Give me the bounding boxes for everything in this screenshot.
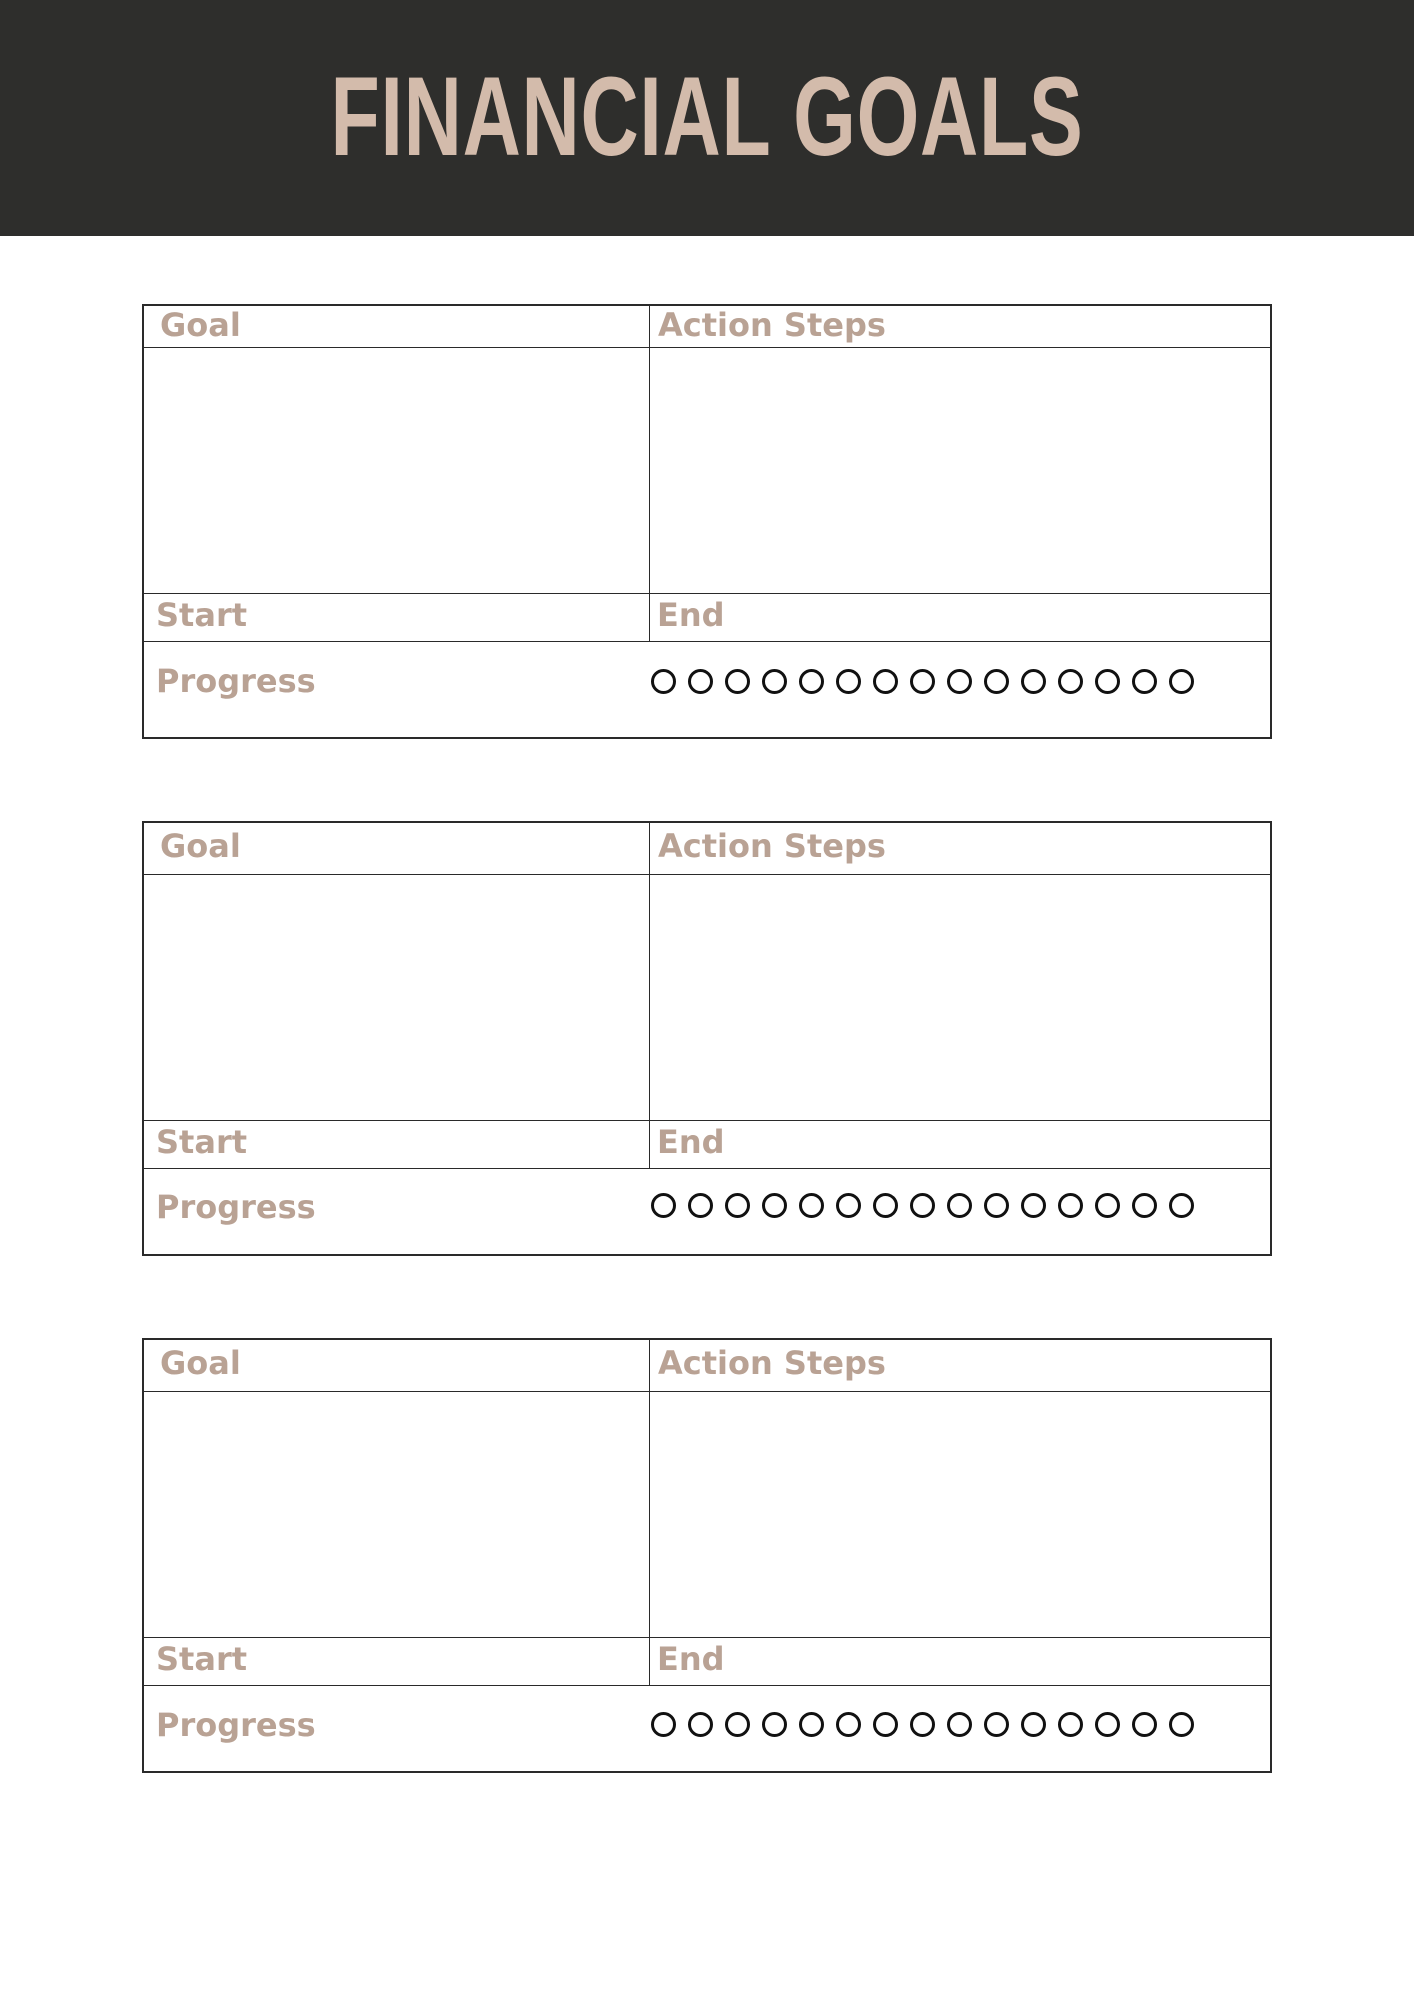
progress-circle[interactable] <box>1169 1712 1194 1737</box>
end-label: End <box>657 1640 725 1678</box>
progress-circle[interactable] <box>1132 669 1157 694</box>
progress-tracker <box>651 1193 1194 1218</box>
progress-circle[interactable] <box>836 669 861 694</box>
progress-circle[interactable] <box>947 1712 972 1737</box>
progress-circle[interactable] <box>688 1193 713 1218</box>
divider <box>144 1120 1270 1121</box>
progress-circle[interactable] <box>1021 669 1046 694</box>
header-banner <box>0 0 1414 236</box>
progress-tracker <box>651 1712 1194 1737</box>
action-steps-input[interactable] <box>651 349 1270 593</box>
progress-circle[interactable] <box>873 1712 898 1737</box>
divider <box>649 306 650 641</box>
progress-circle[interactable] <box>984 1193 1009 1218</box>
progress-circle[interactable] <box>1169 1193 1194 1218</box>
divider <box>144 874 1270 875</box>
progress-circle[interactable] <box>873 1193 898 1218</box>
progress-circle[interactable] <box>1021 1193 1046 1218</box>
progress-circle[interactable] <box>873 669 898 694</box>
progress-circle[interactable] <box>947 1193 972 1218</box>
progress-circle[interactable] <box>910 669 935 694</box>
progress-label: Progress <box>156 1188 316 1226</box>
progress-circle[interactable] <box>799 1193 824 1218</box>
action-steps-input[interactable] <box>651 1393 1270 1637</box>
progress-circle[interactable] <box>1058 669 1083 694</box>
goal-label: Goal <box>160 1344 241 1382</box>
action-steps-input[interactable] <box>651 876 1270 1120</box>
progress-label: Progress <box>156 1706 316 1744</box>
progress-circle[interactable] <box>1132 1712 1157 1737</box>
progress-circle[interactable] <box>725 1193 750 1218</box>
goal-card <box>142 304 1272 739</box>
start-label: Start <box>156 596 248 634</box>
divider <box>144 1391 1270 1392</box>
progress-circle[interactable] <box>762 1193 787 1218</box>
progress-circle[interactable] <box>1095 1193 1120 1218</box>
progress-circle[interactable] <box>651 669 676 694</box>
end-label: End <box>657 596 725 634</box>
progress-circle[interactable] <box>984 669 1009 694</box>
divider <box>144 1685 1270 1686</box>
action-steps-label: Action Steps <box>658 1344 886 1382</box>
progress-circle[interactable] <box>762 1712 787 1737</box>
goal-input[interactable] <box>144 349 649 593</box>
progress-circle[interactable] <box>799 669 824 694</box>
divider <box>144 641 1270 642</box>
page-title: FINANCIAL GOALS <box>330 54 1084 179</box>
progress-circle[interactable] <box>1169 669 1194 694</box>
progress-circle[interactable] <box>1132 1193 1157 1218</box>
progress-circle[interactable] <box>799 1712 824 1737</box>
action-steps-label: Action Steps <box>658 306 886 344</box>
progress-circle[interactable] <box>1058 1712 1083 1737</box>
progress-circle[interactable] <box>910 1193 935 1218</box>
progress-circle[interactable] <box>910 1712 935 1737</box>
end-label: End <box>657 1123 725 1161</box>
start-label: Start <box>156 1640 248 1678</box>
progress-circle[interactable] <box>688 1712 713 1737</box>
progress-circle[interactable] <box>984 1712 1009 1737</box>
progress-circle[interactable] <box>725 669 750 694</box>
divider <box>144 593 1270 594</box>
progress-circle[interactable] <box>762 669 787 694</box>
goal-input[interactable] <box>144 1393 649 1637</box>
goal-card <box>142 821 1272 1256</box>
progress-circle[interactable] <box>651 1193 676 1218</box>
divider <box>144 347 1270 348</box>
action-steps-label: Action Steps <box>658 827 886 865</box>
divider <box>144 1637 1270 1638</box>
divider <box>649 823 650 1168</box>
start-label: Start <box>156 1123 248 1161</box>
progress-circle[interactable] <box>651 1712 676 1737</box>
progress-circle[interactable] <box>1095 1712 1120 1737</box>
progress-circle[interactable] <box>688 669 713 694</box>
goal-input[interactable] <box>144 876 649 1120</box>
progress-circle[interactable] <box>1021 1712 1046 1737</box>
divider <box>144 1168 1270 1169</box>
progress-circle[interactable] <box>836 1193 861 1218</box>
progress-circle[interactable] <box>1095 669 1120 694</box>
progress-label: Progress <box>156 662 316 700</box>
progress-circle[interactable] <box>725 1712 750 1737</box>
progress-circle[interactable] <box>947 669 972 694</box>
progress-circle[interactable] <box>836 1712 861 1737</box>
progress-circle[interactable] <box>1058 1193 1083 1218</box>
divider <box>649 1340 650 1685</box>
goal-card <box>142 1338 1272 1773</box>
goal-label: Goal <box>160 827 241 865</box>
goal-label: Goal <box>160 306 241 344</box>
progress-tracker <box>651 669 1194 694</box>
